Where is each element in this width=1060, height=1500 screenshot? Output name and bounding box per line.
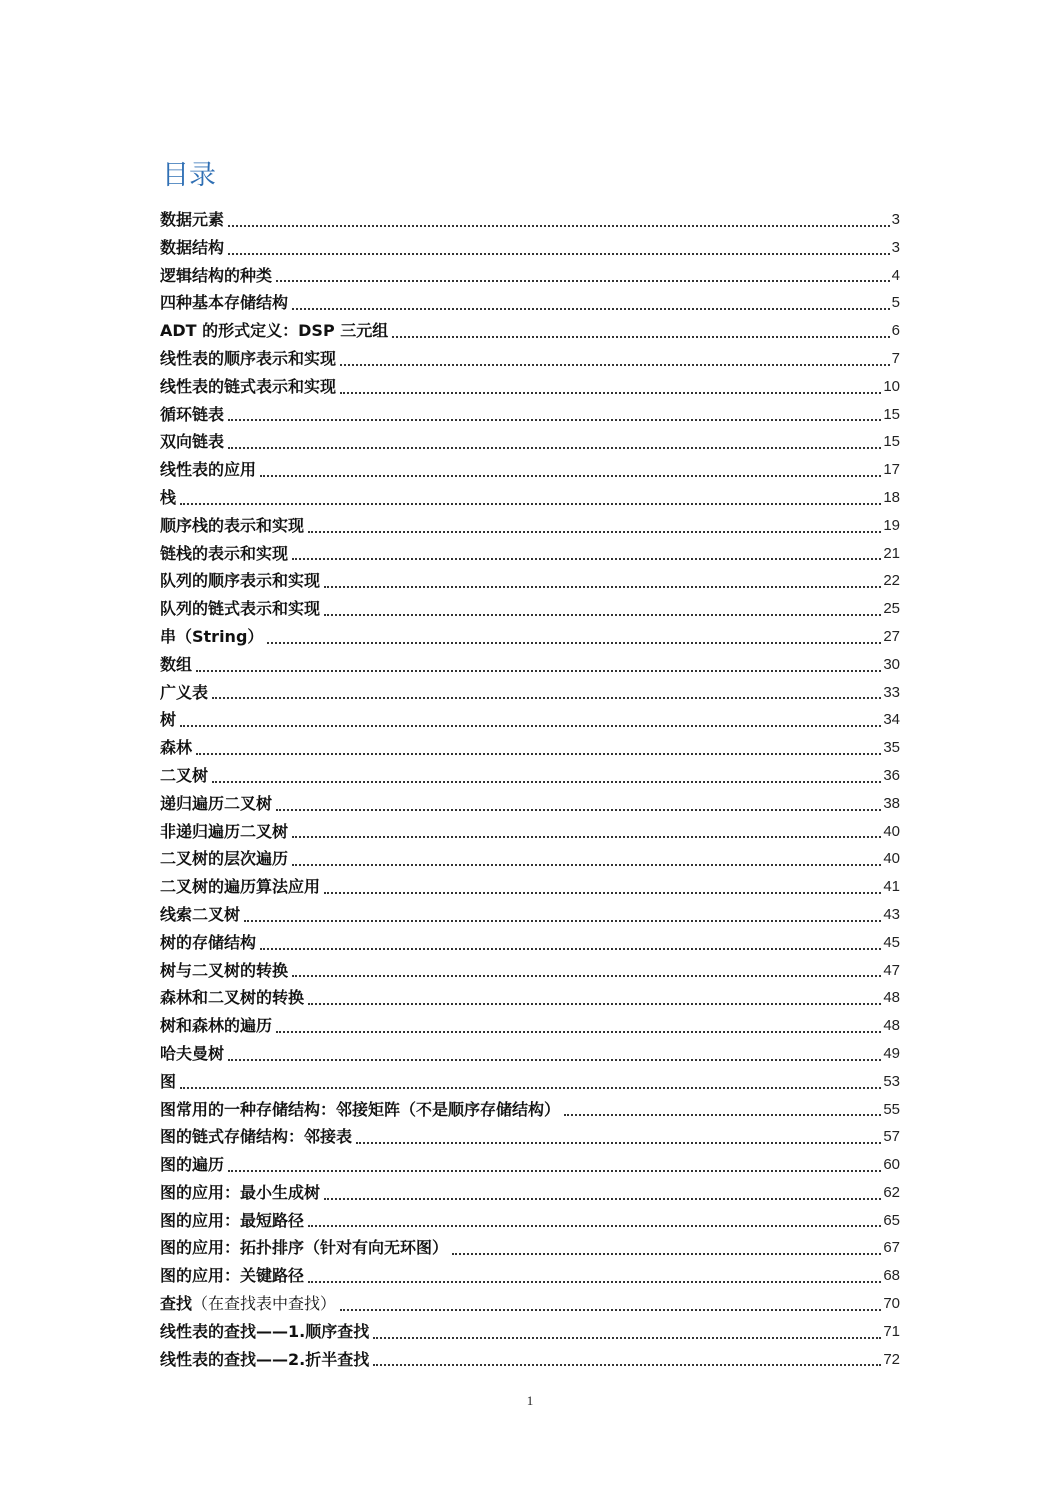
toc-entry-page-number: 43 — [883, 905, 900, 923]
toc-entry[interactable] — [160, 1262, 900, 1290]
toc-entry-label — [160, 567, 320, 595]
toc-entry-title: 线性表的链式表示和实现 — [160, 376, 337, 396]
toc-entry[interactable] — [160, 345, 900, 373]
toc-entry-page-number: 72 — [883, 1350, 900, 1368]
toc-entry[interactable] — [160, 790, 900, 818]
toc-entry[interactable] — [160, 1318, 900, 1346]
toc-entry-page-number: 15 — [883, 433, 900, 451]
toc-entry-title: 四种基本存储结构 — [160, 293, 289, 313]
toc-entry-title: 图的应用：关键路径 — [160, 1266, 305, 1286]
toc-entry-page-number: 35 — [883, 739, 900, 757]
toc-entry-label — [160, 401, 224, 429]
toc-entry-page-number: 30 — [883, 655, 900, 673]
toc-entry-page-number: 10 — [883, 377, 900, 395]
toc-entry[interactable] — [160, 456, 900, 484]
toc-entry-label — [160, 512, 304, 540]
dot-leader — [180, 1087, 881, 1089]
toc-entry-title: 森林 — [160, 738, 193, 758]
toc-entry-label — [160, 790, 272, 818]
toc-entry-title: 线索二叉树 — [160, 904, 241, 924]
toc-entry-page-number: 6 — [891, 322, 900, 340]
toc-entry-title: 树与二叉树的转换 — [160, 960, 289, 980]
toc-entry-page-number: 25 — [883, 600, 900, 618]
dot-leader — [244, 920, 881, 922]
toc-entry-label — [160, 1207, 304, 1235]
toc-entry[interactable] — [160, 706, 900, 734]
toc-entry-page-number: 3 — [891, 211, 900, 228]
toc-entry-title: 线性表的顺序表示和实现 — [160, 348, 337, 368]
toc-entry-title: 循环链表 — [160, 404, 225, 424]
dot-leader — [276, 1031, 881, 1033]
dot-leader — [228, 1170, 881, 1172]
toc-entry[interactable] — [160, 734, 900, 762]
dot-leader — [324, 586, 881, 588]
toc-entry-title: 图 — [160, 1071, 177, 1091]
toc-entry-page-number: 41 — [883, 878, 900, 896]
dot-leader — [308, 1281, 881, 1283]
toc-entry[interactable] — [160, 595, 900, 623]
toc-entry[interactable] — [160, 567, 900, 595]
toc-entry-title: 顺序栈的表示和实现 — [160, 515, 305, 535]
toc-entry-title: 数组 — [160, 654, 193, 674]
toc-entry-page-number: 70 — [883, 1295, 900, 1313]
toc-entry-label — [160, 456, 256, 484]
toc-entry-page-number: 49 — [883, 1044, 900, 1062]
dot-leader — [340, 364, 890, 366]
toc-entry-label — [160, 345, 336, 373]
toc-entry-label — [160, 1234, 448, 1262]
toc-entry-page-number: 62 — [883, 1183, 900, 1201]
dot-leader — [212, 781, 881, 783]
toc-entry-page-number: 68 — [883, 1267, 900, 1285]
toc-entry-title: 逻辑结构的种类 — [160, 265, 273, 285]
toc-entry-title: 递归遍历二叉树 — [160, 793, 273, 813]
toc-entry-page-number: 60 — [883, 1156, 900, 1174]
toc-entry-page-number: 19 — [883, 516, 900, 534]
toc-entry-page-number: 67 — [883, 1239, 900, 1257]
toc-entry-title: 森林和二叉树的转换 — [160, 988, 305, 1008]
toc-entry-label — [160, 1096, 560, 1124]
toc-entry-title: 哈夫曼树 — [160, 1043, 225, 1063]
toc-entry-label — [160, 1068, 176, 1096]
toc-entry-page-number: 27 — [883, 627, 900, 645]
toc-entry-title: 树的存储结构 — [160, 932, 257, 952]
toc-entry[interactable] — [160, 1151, 900, 1179]
toc-entry-label — [160, 957, 288, 985]
toc-entry-page-number: 15 — [883, 405, 900, 423]
toc-entry-title: 图的遍历 — [160, 1155, 225, 1175]
toc-entry-page-number: 3 — [891, 238, 900, 256]
toc-entry-title: 队列的顺序表示和实现 — [160, 571, 321, 591]
toc-entry-title: 二叉树 — [160, 765, 209, 785]
toc-entry-label — [160, 845, 288, 873]
toc-entry-page-number: 48 — [883, 989, 900, 1007]
toc-entry[interactable] — [160, 373, 900, 401]
dot-leader — [292, 836, 881, 838]
dot-leader — [340, 392, 881, 394]
dot-leader — [373, 1364, 881, 1366]
toc-entry-label — [160, 1262, 304, 1290]
toc-entry-title: 串（String） — [160, 626, 264, 646]
toc-entry[interactable] — [160, 289, 900, 317]
toc-entry[interactable] — [160, 957, 900, 985]
toc-entry-page-number: 55 — [883, 1100, 900, 1118]
toc-entry-label — [160, 484, 176, 512]
toc-entry-label — [160, 289, 288, 317]
toc-entry[interactable] — [160, 1096, 900, 1124]
toc-entry-label — [160, 818, 288, 846]
dot-leader — [292, 864, 881, 866]
dot-leader — [308, 531, 881, 533]
toc-entry-label — [160, 262, 272, 290]
toc-entry-label — [160, 1123, 352, 1151]
toc-entry-title: 队列的链式表示和实现 — [160, 599, 321, 619]
toc-entry[interactable] — [160, 1068, 900, 1096]
dot-leader — [324, 892, 881, 894]
dot-leader — [276, 280, 890, 282]
toc-entry-title: 双向链表 — [160, 432, 225, 452]
toc-entry-label — [160, 762, 208, 790]
toc-entry[interactable] — [160, 1012, 900, 1040]
toc-entry-page-number: 48 — [883, 1017, 900, 1035]
toc-entry-label — [160, 1151, 224, 1179]
dot-leader — [228, 225, 890, 227]
toc-entry-title: 查找 — [160, 1294, 193, 1314]
dot-leader — [228, 447, 881, 449]
toc-entry-title: 非递归遍历二叉树 — [160, 821, 289, 841]
toc-entry-page-number: 7 — [891, 349, 900, 367]
dot-leader — [452, 1253, 881, 1255]
toc-entry[interactable] — [160, 818, 900, 846]
dot-leader — [292, 558, 881, 560]
toc-entry-title: 线性表的查找——1.顺序查找 — [160, 1321, 370, 1341]
dot-leader — [276, 809, 881, 811]
toc-entry-page-number: 45 — [883, 933, 900, 951]
toc-entry[interactable] — [160, 540, 900, 568]
toc-entry-label — [160, 984, 304, 1012]
toc-entry-title: 数据结构 — [160, 237, 225, 257]
toc-entry-page-number: 17 — [883, 461, 900, 479]
toc-entry-title: 图的应用：最小生成树 — [160, 1182, 321, 1202]
dot-leader — [228, 419, 881, 421]
toc-entry-page-number: 40 — [883, 822, 900, 840]
page-number: 1 — [526, 1393, 534, 1408]
toc-entry-title: 图的链式存储结构：邻接表 — [160, 1127, 353, 1147]
toc-entry[interactable] — [160, 1290, 900, 1318]
dot-leader — [340, 1309, 881, 1311]
toc-entry-page-number: 18 — [883, 488, 900, 506]
toc-entry[interactable] — [160, 1179, 900, 1207]
toc-entry-label — [160, 1346, 369, 1374]
toc-entry-label — [160, 623, 263, 651]
dot-leader — [260, 948, 881, 950]
toc-entry[interactable] — [160, 1040, 900, 1068]
dot-leader — [564, 1114, 881, 1116]
dot-leader — [373, 1337, 881, 1339]
toc-entry[interactable] — [160, 984, 900, 1012]
toc-entry[interactable] — [160, 651, 900, 679]
toc-entry-label — [160, 234, 224, 262]
toc-entry-page-number: 47 — [883, 961, 900, 979]
toc-entry-page-number: 21 — [883, 544, 900, 562]
toc-entry[interactable] — [160, 1234, 900, 1262]
dot-leader — [324, 1198, 881, 1200]
dot-leader — [308, 1225, 881, 1227]
toc-entry-label — [160, 595, 320, 623]
toc-entry-label — [160, 1040, 224, 1068]
toc-entry-title: 图的应用：最短路径 — [160, 1210, 305, 1230]
toc-entry-title: 图的应用：拓扑排序（针对有向无环图） — [160, 1238, 449, 1258]
toc-entry-page-number: 38 — [883, 794, 900, 812]
toc-entry-page-number: 5 — [891, 294, 900, 312]
toc-entry-page-number: 57 — [883, 1128, 900, 1146]
dot-leader — [356, 1142, 881, 1144]
toc-entry[interactable] — [160, 1207, 900, 1235]
toc-entry-label — [160, 901, 240, 929]
toc-entry[interactable] — [160, 234, 900, 262]
toc-entry[interactable] — [160, 679, 900, 707]
toc-entry-title: 链栈的表示和实现 — [160, 543, 289, 563]
toc-entry-label — [160, 428, 224, 456]
toc-entry-title-suffix: （在查找表中查找） — [192, 1294, 337, 1314]
toc-entry[interactable] — [160, 762, 900, 790]
dot-leader — [180, 503, 881, 505]
toc-entry-label — [160, 373, 336, 401]
toc-list — [160, 206, 900, 1373]
toc-entry-label — [160, 706, 176, 734]
toc-entry-page-number: 65 — [883, 1211, 900, 1229]
toc-entry[interactable] — [160, 873, 900, 901]
toc-entry-page-number: 34 — [883, 711, 900, 729]
toc-entry[interactable] — [160, 623, 900, 651]
dot-leader — [196, 753, 881, 755]
toc-entry[interactable] — [160, 1123, 900, 1151]
toc-entry-label — [160, 679, 208, 707]
toc-entry[interactable] — [160, 929, 900, 957]
toc-entry-title: 线性表的应用 — [160, 460, 257, 480]
dot-leader — [267, 642, 881, 644]
toc-entry-label — [160, 929, 256, 957]
toc-entry-label — [160, 540, 288, 568]
toc-entry-title: 树和森林的遍历 — [160, 1016, 273, 1036]
toc-entry[interactable] — [160, 428, 900, 456]
toc-entry-page-number: 71 — [883, 1322, 900, 1340]
toc-entry-title: 栈 — [160, 487, 177, 507]
toc-entry-title: 广义表 — [160, 682, 209, 702]
toc-entry-page-number: 36 — [883, 766, 900, 784]
dot-leader — [228, 1059, 881, 1061]
dot-leader — [180, 725, 881, 727]
toc-entry-title: ADT 的形式定义：DSP 三元组 — [160, 321, 389, 341]
toc-entry-label — [160, 1012, 272, 1040]
toc-entry-label — [160, 1179, 320, 1207]
toc-entry-label — [160, 1318, 369, 1346]
toc-entry-label — [160, 734, 192, 762]
dot-leader — [292, 308, 890, 310]
toc-entry[interactable] — [160, 317, 900, 345]
toc-entry[interactable] — [160, 901, 900, 929]
toc-entry[interactable] — [160, 401, 900, 429]
toc-entry-title: 二叉树的遍历算法应用 — [160, 877, 321, 897]
toc-entry-label — [160, 651, 192, 679]
dot-leader — [324, 614, 881, 616]
toc-entry-title: 树 — [160, 710, 177, 730]
toc-entry[interactable] — [160, 206, 900, 234]
dot-leader — [308, 1003, 881, 1005]
dot-leader — [212, 697, 881, 699]
toc-entry-page-number: 4 — [891, 266, 900, 284]
toc-entry-label — [160, 1290, 336, 1318]
dot-leader — [228, 253, 890, 255]
toc-entry-page-number: 53 — [883, 1072, 900, 1090]
toc-entry[interactable] — [160, 1346, 900, 1374]
toc-entry-title: 图常用的一种存储结构：邻接矩阵（不是顺序存储结构） — [160, 1099, 561, 1119]
toc-entry-title: 二叉树的层次遍历 — [160, 849, 289, 869]
toc-title: 目录 — [162, 160, 216, 191]
dot-leader — [260, 475, 881, 477]
toc-entry-label — [160, 206, 224, 234]
toc-entry-page-number: 22 — [883, 572, 900, 590]
dot-leader — [196, 670, 881, 672]
toc-entry-title: 线性表的查找——2.折半查找 — [160, 1349, 370, 1369]
dot-leader — [392, 336, 889, 338]
toc-entry-label — [160, 873, 320, 901]
toc-entry[interactable] — [160, 484, 900, 512]
toc-entry-page-number: 40 — [883, 850, 900, 868]
toc-entry[interactable] — [160, 512, 900, 540]
dot-leader — [292, 975, 881, 977]
toc-entry-label — [160, 317, 388, 345]
toc-entry[interactable] — [160, 262, 900, 290]
toc-entry-page-number: 33 — [883, 683, 900, 701]
toc-entry-title: 数据元素 — [160, 210, 225, 229]
toc-entry[interactable] — [160, 845, 900, 873]
